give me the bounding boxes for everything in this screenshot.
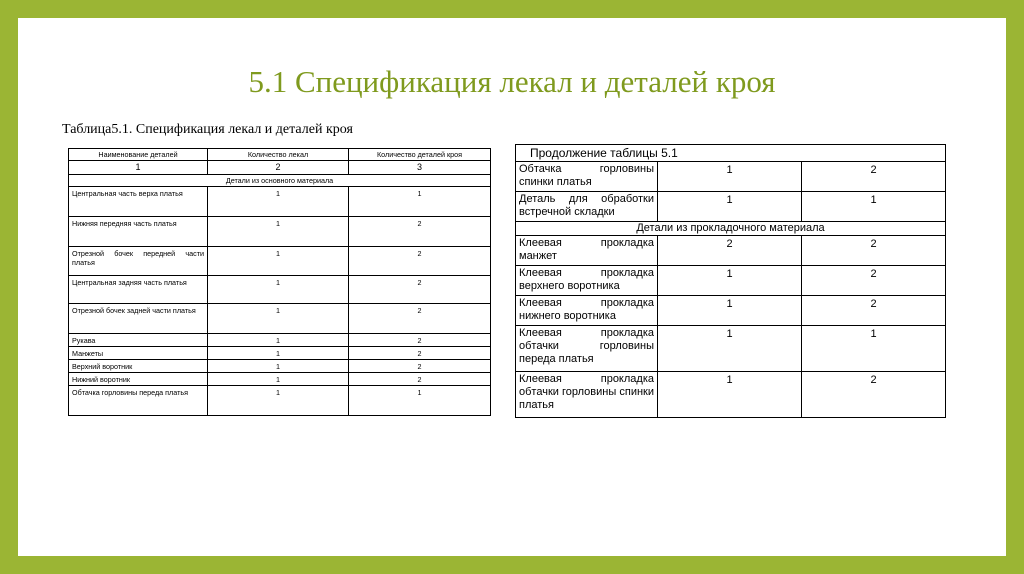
pattern-count: 1 bbox=[208, 360, 349, 373]
table-row bbox=[516, 266, 946, 296]
section-title: Детали из прокладочного материала bbox=[516, 222, 946, 236]
table-row bbox=[516, 236, 946, 266]
detail-name: Нижний воротник bbox=[69, 373, 208, 386]
piece-count: 2 bbox=[802, 296, 946, 326]
table-row bbox=[69, 247, 491, 276]
pattern-count: 1 bbox=[658, 266, 802, 296]
pattern-count: 2 bbox=[658, 236, 802, 266]
pattern-count: 1 bbox=[208, 276, 349, 304]
spec-table-right bbox=[515, 144, 946, 418]
pattern-count: 1 bbox=[658, 372, 802, 418]
piece-count: 2 bbox=[349, 247, 491, 276]
detail-name: Клеевая прокладка манжет bbox=[516, 236, 658, 266]
piece-count: 2 bbox=[802, 372, 946, 418]
pattern-count: 1 bbox=[208, 347, 349, 360]
detail-name: Отрезной бочек задней части платья bbox=[69, 304, 208, 334]
detail-name: Манжеты bbox=[69, 347, 208, 360]
header-cell: Количество лекал bbox=[208, 149, 349, 161]
detail-name: Клеевая прокладка обтачки горловины переда платья bbox=[516, 326, 658, 372]
detail-name: Обтачка горловины спинки платья bbox=[516, 162, 658, 192]
piece-count: 1 bbox=[802, 326, 946, 372]
detail-name: Центральная задняя часть платья bbox=[69, 276, 208, 304]
pattern-count: 1 bbox=[658, 192, 802, 222]
detail-name: Клеевая прокладка верхнего воротника bbox=[516, 266, 658, 296]
piece-count: 1 bbox=[349, 187, 491, 217]
header-row bbox=[69, 149, 491, 161]
table-row bbox=[516, 162, 946, 192]
header-cell: Количество деталей кроя bbox=[349, 149, 491, 161]
pattern-count: 1 bbox=[658, 162, 802, 192]
table-row bbox=[69, 304, 491, 334]
section-row bbox=[69, 175, 491, 187]
pattern-count: 1 bbox=[208, 334, 349, 347]
table-row bbox=[69, 347, 491, 360]
pattern-count: 1 bbox=[658, 326, 802, 372]
column-number: 2 bbox=[208, 161, 349, 175]
detail-name: Верхний воротник bbox=[69, 360, 208, 373]
piece-count: 2 bbox=[802, 266, 946, 296]
section-row bbox=[516, 222, 946, 236]
piece-count: 1 bbox=[802, 192, 946, 222]
section-title: Детали из основного материала bbox=[69, 175, 491, 187]
pattern-count: 1 bbox=[208, 373, 349, 386]
slide-title: 5.1 Спецификация лекал и деталей кроя bbox=[248, 64, 776, 99]
continuation-title: Продолжение таблицы 5.1 bbox=[516, 145, 946, 162]
table-row bbox=[69, 276, 491, 304]
detail-name: Рукава bbox=[69, 334, 208, 347]
piece-count: 2 bbox=[349, 304, 491, 334]
table-row bbox=[69, 360, 491, 373]
piece-count: 2 bbox=[349, 373, 491, 386]
column-number: 1 bbox=[69, 161, 208, 175]
piece-count: 2 bbox=[349, 347, 491, 360]
piece-count: 2 bbox=[802, 236, 946, 266]
slide bbox=[18, 18, 1006, 556]
detail-name: Клеевая прокладка нижнего воротника bbox=[516, 296, 658, 326]
piece-count: 1 bbox=[349, 386, 491, 416]
piece-count: 2 bbox=[349, 217, 491, 247]
pattern-count: 1 bbox=[208, 217, 349, 247]
detail-name: Отрезной бочек передней части платья bbox=[69, 247, 208, 276]
table-row bbox=[516, 192, 946, 222]
table-row bbox=[516, 372, 946, 418]
detail-name: Нижняя передняя часть платья bbox=[69, 217, 208, 247]
table-row bbox=[69, 217, 491, 247]
pattern-count: 1 bbox=[208, 304, 349, 334]
table-row bbox=[69, 386, 491, 416]
table-row bbox=[69, 373, 491, 386]
table-caption: Таблица5.1. Спецификация лекал и деталей кроя bbox=[62, 122, 353, 137]
pattern-count: 1 bbox=[208, 187, 349, 217]
table-row bbox=[69, 334, 491, 347]
pattern-count: 1 bbox=[208, 386, 349, 416]
detail-name: Обтачка горловины переда платья bbox=[69, 386, 208, 416]
detail-name: Клеевая прокладка обтачки горловины спинки платья bbox=[516, 372, 658, 418]
detail-name: Центральная часть верха платья bbox=[69, 187, 208, 217]
spec-table-left bbox=[68, 148, 491, 416]
detail-name: Деталь для обработки встречной складки bbox=[516, 192, 658, 222]
continuation-row bbox=[516, 145, 946, 162]
piece-count: 2 bbox=[802, 162, 946, 192]
pattern-count: 1 bbox=[658, 296, 802, 326]
column-number-row bbox=[69, 161, 491, 175]
column-number: 3 bbox=[349, 161, 491, 175]
table-row bbox=[516, 296, 946, 326]
piece-count: 2 bbox=[349, 334, 491, 347]
piece-count: 2 bbox=[349, 360, 491, 373]
table-row bbox=[69, 187, 491, 217]
pattern-count: 1 bbox=[208, 247, 349, 276]
table-row bbox=[516, 326, 946, 372]
piece-count: 2 bbox=[349, 276, 491, 304]
header-cell: Наименование деталей bbox=[69, 149, 208, 161]
